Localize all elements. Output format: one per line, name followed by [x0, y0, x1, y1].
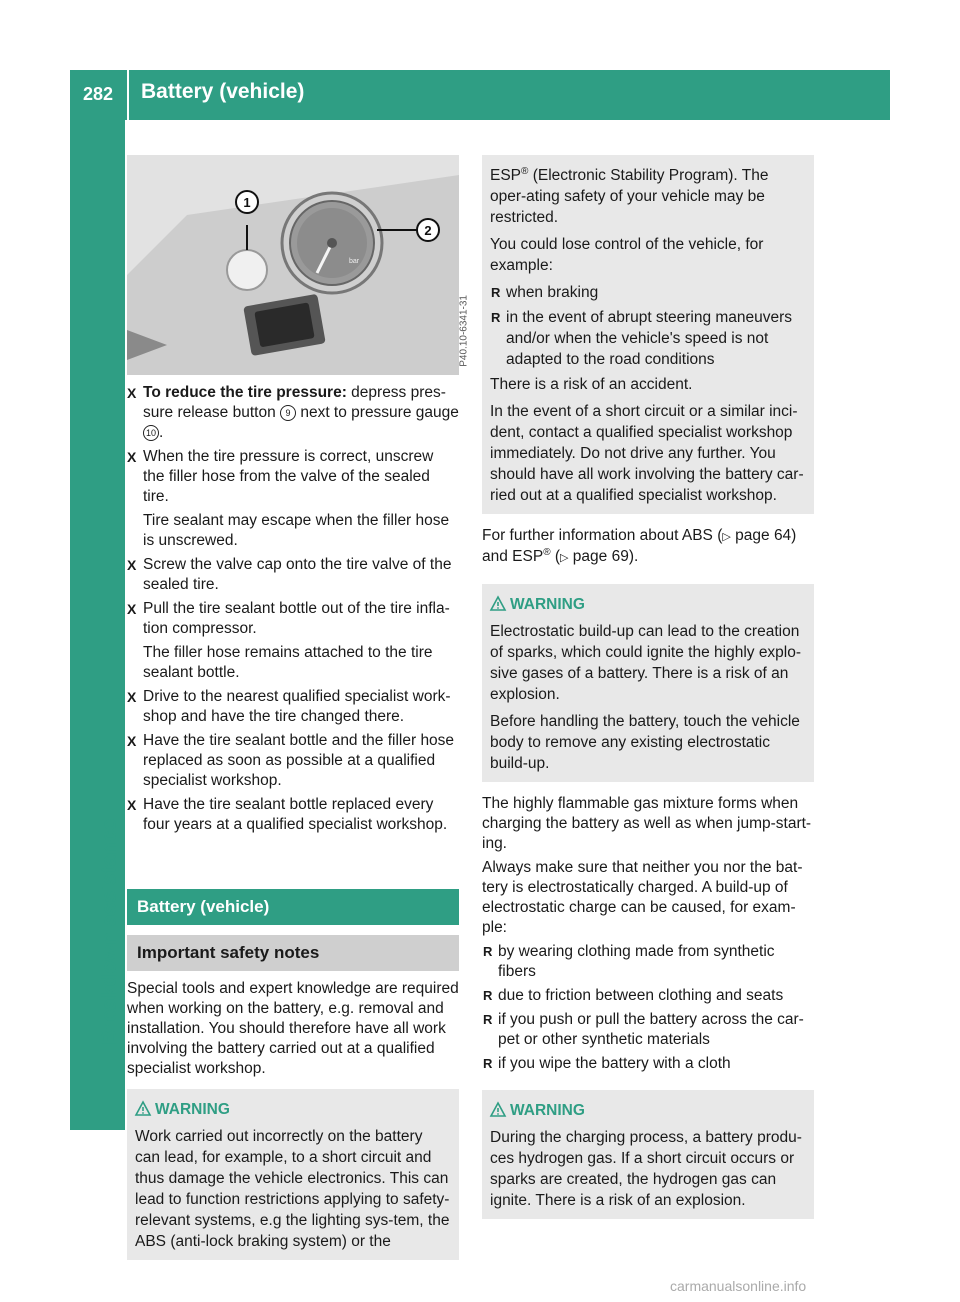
step-note: The filler hose remains attached to the tire sealant bottle.: [143, 644, 433, 681]
step: X Have the tire sealant bottle replaced every four years at a qualified specialist workshop.: [127, 796, 448, 833]
list-item: R in the event of abrupt steering maneuvers and/or when the vehicle's speed is not adapted to the road conditions: [491, 309, 793, 368]
svg-text:2: 2: [424, 223, 432, 238]
section-heading: Battery (vehicle): [127, 889, 459, 925]
warning-text: In the event of a short circuit or a similar inci-dent, contact a qualified specialist workshop immediately. Do not drive any further. You should have all work involving the battery car-ried out at a qualified specialist workshop.: [490, 403, 804, 504]
warning-text: You could lose control of the vehicle, for example:: [490, 236, 764, 274]
page-title: Battery (vehicle): [141, 80, 305, 103]
page-ref-link[interactable]: page 69).: [568, 548, 639, 565]
page-ref-link[interactable]: page 64) and ESP: [482, 527, 797, 565]
warning-title: WARNING: [490, 1100, 806, 1121]
list-item: R if you push or pull the battery across the car-pet or other synthetic materials: [483, 1011, 804, 1048]
subsection-heading: Important safety notes: [127, 935, 459, 971]
header-divider: [127, 70, 129, 120]
bullet-icon: R: [483, 944, 493, 959]
warning-box-continued: [482, 155, 814, 514]
step-arrow-icon: X: [127, 385, 137, 401]
watermark: carmanualsonline.info: [670, 1278, 807, 1294]
callout-9-icon: 9: [280, 405, 296, 421]
figure-reference: P40.10-6341-31: [459, 295, 470, 367]
step-arrow-icon: X: [127, 601, 137, 617]
intro-paragraph: Special tools and expert knowledge are required when working on the battery, e.g. removal and installation. You should therefore have all work involving the battery carried out at a qualified specialist workshop.: [127, 980, 459, 1077]
step-arrow-icon: X: [127, 689, 137, 705]
warning-box: [482, 1090, 814, 1219]
bullet-icon: R: [483, 1012, 493, 1027]
step-arrow-icon: X: [127, 449, 137, 465]
warning-text: Electrostatic build-up can lead to the creation of sparks, which could ignite the highly explo-sive gases of a battery. There is a risk of an explosion.: [490, 623, 802, 703]
bullet-icon: R: [491, 285, 501, 300]
list-item: R if you wipe the battery with a cloth: [483, 1055, 731, 1072]
step-arrow-icon: X: [127, 733, 137, 749]
warning-box: [482, 584, 814, 782]
warning-text: Work carried out incorrectly on the battery can lead, for example, to a short circuit and thus damage the vehicle electronics. This can lead to function restrictions applying to safety-relevant systems, e.g the lighting sys-tem, the ABS (anti-lock braking system) or the: [135, 1128, 450, 1250]
paragraph: Always make sure that neither you nor the bat-tery is electrostatically charged. A build-up of electrostatic charge can be caused, for exam-ple:: [482, 859, 803, 936]
cross-reference-paragraph: For further information about ABS (▷ page 64) and ESP® (▷ page 69).: [482, 527, 797, 565]
svg-text:bar: bar: [349, 258, 360, 265]
list-item: R by wearing clothing made from synthetic fibers: [483, 943, 775, 980]
compressor-illustration: [127, 155, 459, 375]
warning-text: During the charging process, a battery produ-ces hydrogen gas. If a short circuit occurs or sparks are created, the hydrogen gas can ignite. There is a risk of an explosion.: [490, 1129, 802, 1209]
step-note: Tire sealant may escape when the filler hose is unscrewed.: [143, 512, 450, 549]
instruction-steps: [127, 383, 459, 835]
pressure-release-button: [227, 250, 267, 290]
warning-title: WARNING: [490, 594, 806, 615]
paragraph: The highly flammable gas mixture forms when charging the battery as well as when jump-start-ing.: [482, 795, 812, 852]
warning-triangle-icon: [490, 1102, 506, 1118]
list-item: R when braking: [491, 284, 599, 301]
page-ref-icon: ▷: [722, 531, 731, 543]
step: X Drive to the nearest qualified specialist work-shop and have the tire changed there.: [127, 688, 451, 725]
svg-text:1: 1: [243, 195, 251, 210]
callout-10-icon: 10: [143, 425, 159, 441]
step: X Pull the tire sealant bottle out of the tire infla-tion compressor.: [127, 600, 450, 637]
tire-inflation-figure: [127, 155, 470, 375]
left-column: [127, 155, 470, 1260]
step: X Screw the valve cap onto the tire valve of the sealed tire.: [127, 556, 452, 593]
step-arrow-icon: X: [127, 797, 137, 813]
warning-text: ESP® (Electronic Stability Program). The oper-ating safety of your vehicle may be restricted.: [490, 165, 769, 226]
page-number: 282: [82, 84, 114, 104]
sidebar-chapter-label: Breakdown assistance: [98, 818, 121, 1045]
list-item: R due to friction between clothing and seats: [483, 987, 784, 1004]
step: X When the tire pressure is correct, unscrew the filler hose from the valve of the sealed tire.: [127, 448, 434, 505]
bullet-icon: R: [483, 988, 493, 1003]
warning-text: There is a risk of an accident.: [490, 376, 693, 393]
step-arrow-icon: X: [127, 557, 137, 573]
warning-text: Before handling the battery, touch the vehicle body to remove any existing electrostatic build-up.: [490, 713, 800, 772]
step: X Have the tire sealant bottle and the filler hose replaced as soon as possible at a qualified specialist workshop.: [127, 732, 455, 789]
bullet-icon: R: [491, 310, 501, 325]
warning-triangle-icon: [490, 596, 506, 612]
bullet-icon: R: [483, 1056, 493, 1071]
warning-triangle-icon: [135, 1101, 151, 1117]
right-column: [482, 155, 814, 1219]
page-ref-icon: ▷: [560, 552, 569, 564]
warning-title: WARNING: [135, 1099, 451, 1120]
warning-box: [127, 1089, 459, 1260]
step: X To reduce the tire pressure: depress pres-sure release button 9 next to pressure gauge 10 .: [127, 384, 459, 441]
